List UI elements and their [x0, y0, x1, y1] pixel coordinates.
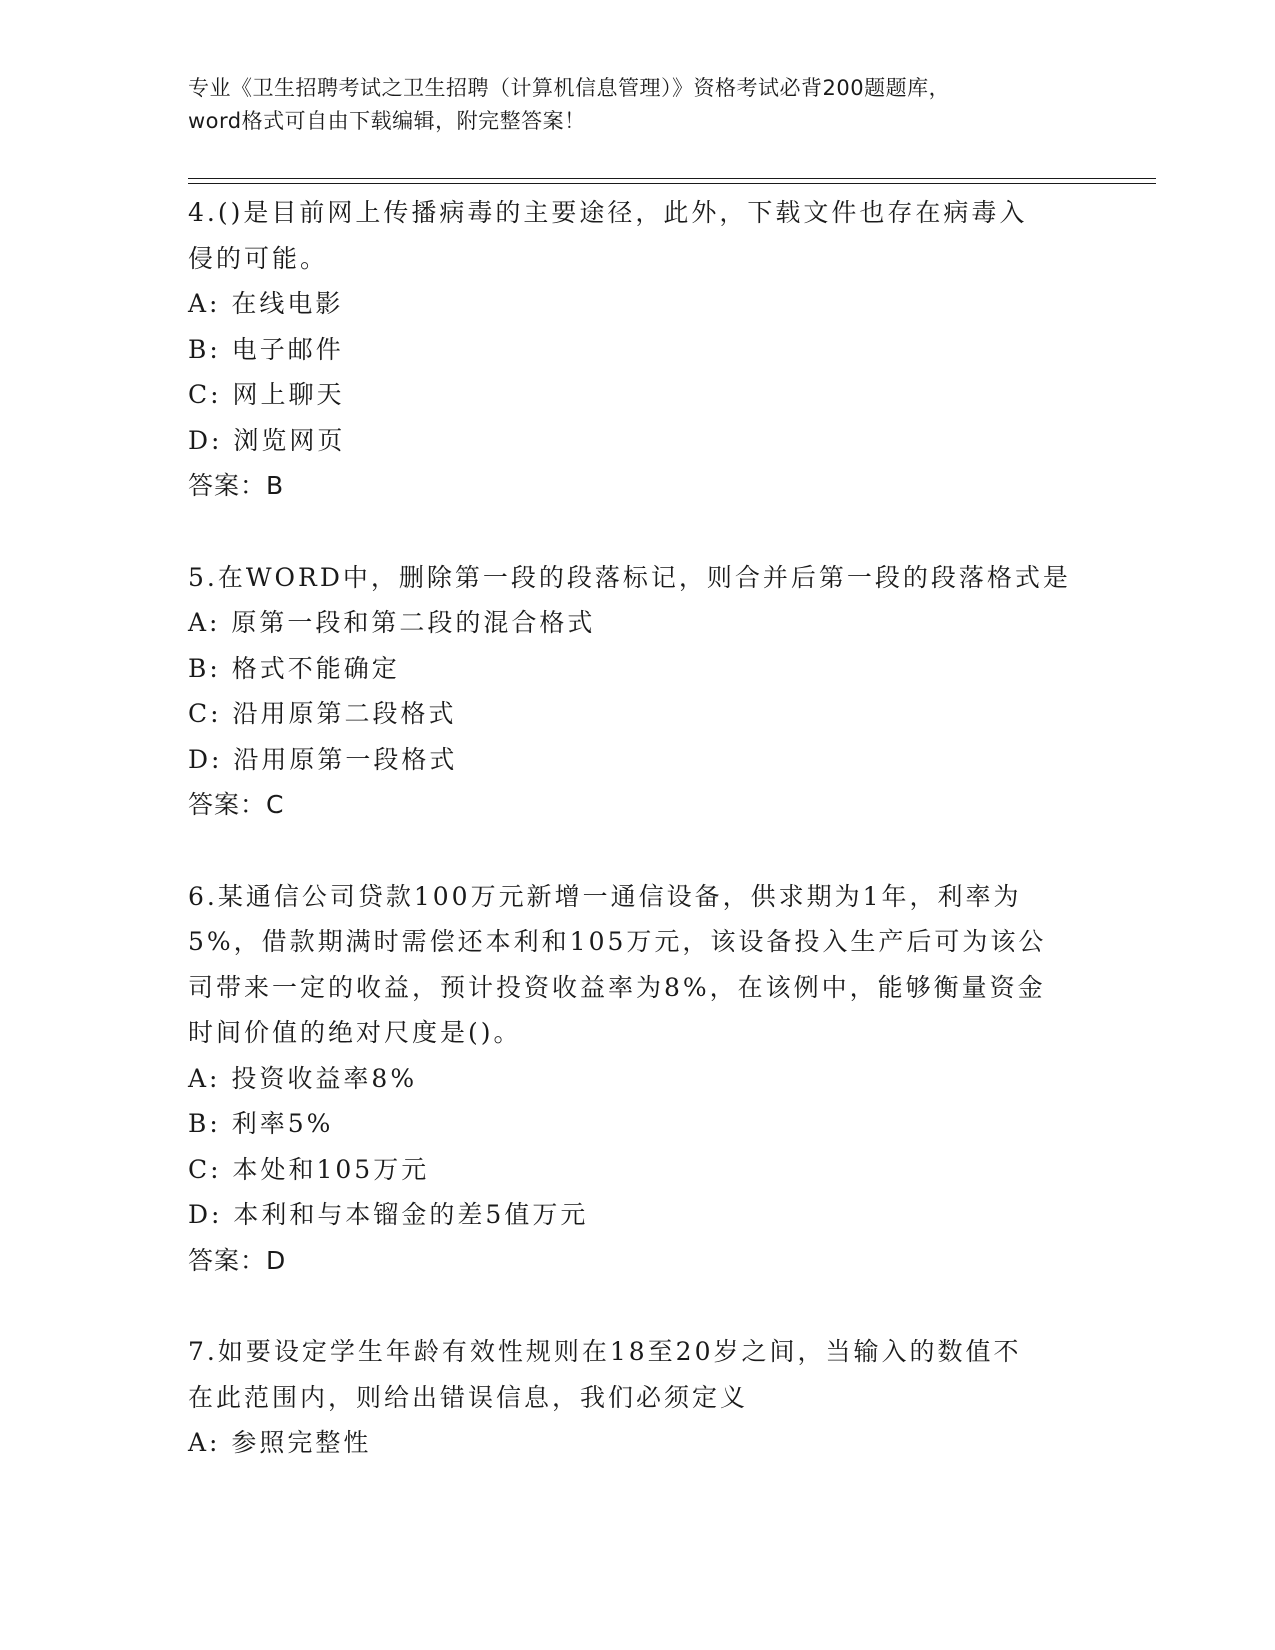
question-spacer: [188, 509, 1088, 555]
option-d: D: 浏览网页: [188, 425, 346, 455]
option-d: D: 沿用原第一段格式: [188, 744, 458, 774]
question-stem-line: 时间价值的绝对尺度是()。: [188, 1018, 522, 1047]
option-c: C: 本处和105万元: [188, 1154, 430, 1184]
option-a: A: 参照完整性: [188, 1428, 372, 1457]
document-header: [188, 72, 1088, 138]
option-a: A: 在线电影: [188, 289, 344, 318]
question-item: [188, 190, 1088, 509]
question-stem-line: 5%，借款期满时需偿还本利和105万元，该设备投入生产后可为该公: [188, 927, 1047, 956]
question-stem-line: 在此范围内，则给出错误信息，我们必须定义: [188, 1382, 749, 1412]
header-title-line-2: word格式可自由下载编辑，附完整答案！: [188, 109, 586, 133]
question-stem-line: 7.如要设定学生年龄有效性规则在18至20岁之间，当输入的数值不: [188, 1337, 1022, 1366]
question-item: [188, 1329, 1088, 1466]
option-a: A: 投资收益率8%: [188, 1063, 418, 1093]
option-a: A: 原第一段和第二段的混合格式: [188, 608, 596, 637]
question-spacer: [188, 1283, 1088, 1329]
question-stem-line: 侵的可能。: [188, 243, 329, 273]
option-c: C: 沿用原第二段格式: [188, 699, 457, 728]
question-stem-line: 4.()是目前网上传播病毒的主要途径，此外，下载文件也存在病毒入: [188, 198, 1028, 227]
option-b: B: 电子邮件: [188, 334, 344, 364]
header-divider-top: [188, 178, 1156, 179]
option-d: D: 本利和与本镏金的差5值万元: [188, 1200, 589, 1229]
answer-line: 答案：B: [188, 471, 285, 500]
answer-line: 答案：D: [188, 1245, 287, 1275]
answer-line: 答案：C: [188, 790, 285, 819]
question-stem-line: 6.某通信公司贷款100万元新增一通信设备，供求期为1年，利率为: [188, 881, 1022, 911]
question-item: [188, 555, 1088, 828]
question-stem-line: 司带来一定的收益，预计投资收益率为8%，在该例中，能够衡量资金: [188, 972, 1046, 1002]
question-stem-line: 5.在WORD中，删除第一段的段落标记，则合并后第一段的段落格式是: [188, 562, 1071, 592]
header-divider-bottom: [188, 183, 1156, 184]
question-spacer: [188, 828, 1088, 874]
header-title-line-1: 专业《卫生招聘考试之卫生招聘（计算机信息管理）》资格考试必背200题题库，: [188, 76, 951, 100]
option-b: B: 格式不能确定: [188, 653, 400, 683]
option-b: B: 利率5%: [188, 1109, 334, 1138]
question-item: [188, 874, 1088, 1284]
option-c: C: 网上聊天: [188, 380, 345, 409]
question-list: [188, 190, 1088, 1466]
